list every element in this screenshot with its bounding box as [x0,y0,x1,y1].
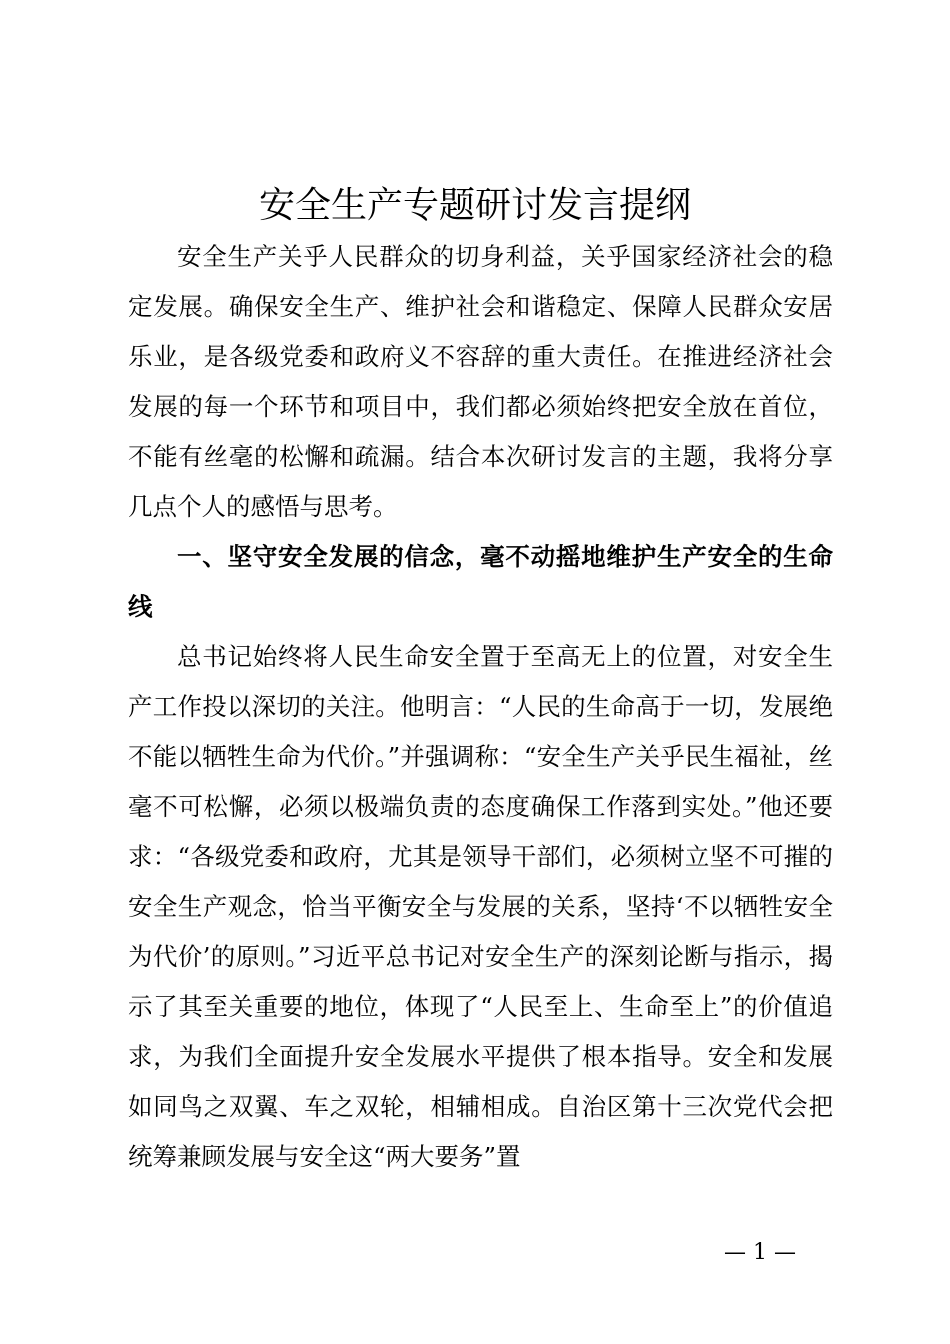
document-title: 安全生产专题研讨发言提纲 [258,185,691,226]
section-1-paragraph: 总书记始终将人民生命安全置于至高无上的位置，对安全生产工作投以深切的关注。他明言：“人民的生命高于一切，发展绝不能以牺牲生命为代价。”并强调称：“安全生产关乎民生福祉，丝毫不可松懈，必须以极端负责的态度确保工作落到实处。”他还要求：“各级党委和政府，尤其是领导干部们，必须树立坚不可摧的安全生产观念，恰当平衡安全与发展的关系，坚持‘不以牺牲安全为代价’的原则。”习近平总书记对安全生产的深刻论断与指示，揭示了其至关重要的地位，体现了“人民至上、生命至上”的价值追求，为我们全面提升安全发展水平提供了根本指导。安全和发展如同鸟之双翼、车之双轮，相辅相成。自治区第十三次党代会把统筹兼顾发展与安全这“两大要务”置 [128,642,833,1171]
section-1-heading: 一、坚守安全发展的信念，毫不动摇地维护生产安全的生命线 [128,542,833,621]
page-number: — 1 — [724,1240,796,1265]
document-body [128,232,833,1182]
intro-paragraph: 安全生产关乎人民群众的切身利益，关乎国家经济社会的稳定发展。确保安全生产、维护社会和谐稳定、保障人民群众安居乐业，是各级党委和政府义不容辞的重大责任。在推进经济社会发展的每一个环节和项目中，我们都必须始终把安全放在首位，不能有丝毫的松懈和疏漏。结合本次研讨发言的主题，我将分享几点个人的感悟与思考。 [128,242,833,521]
